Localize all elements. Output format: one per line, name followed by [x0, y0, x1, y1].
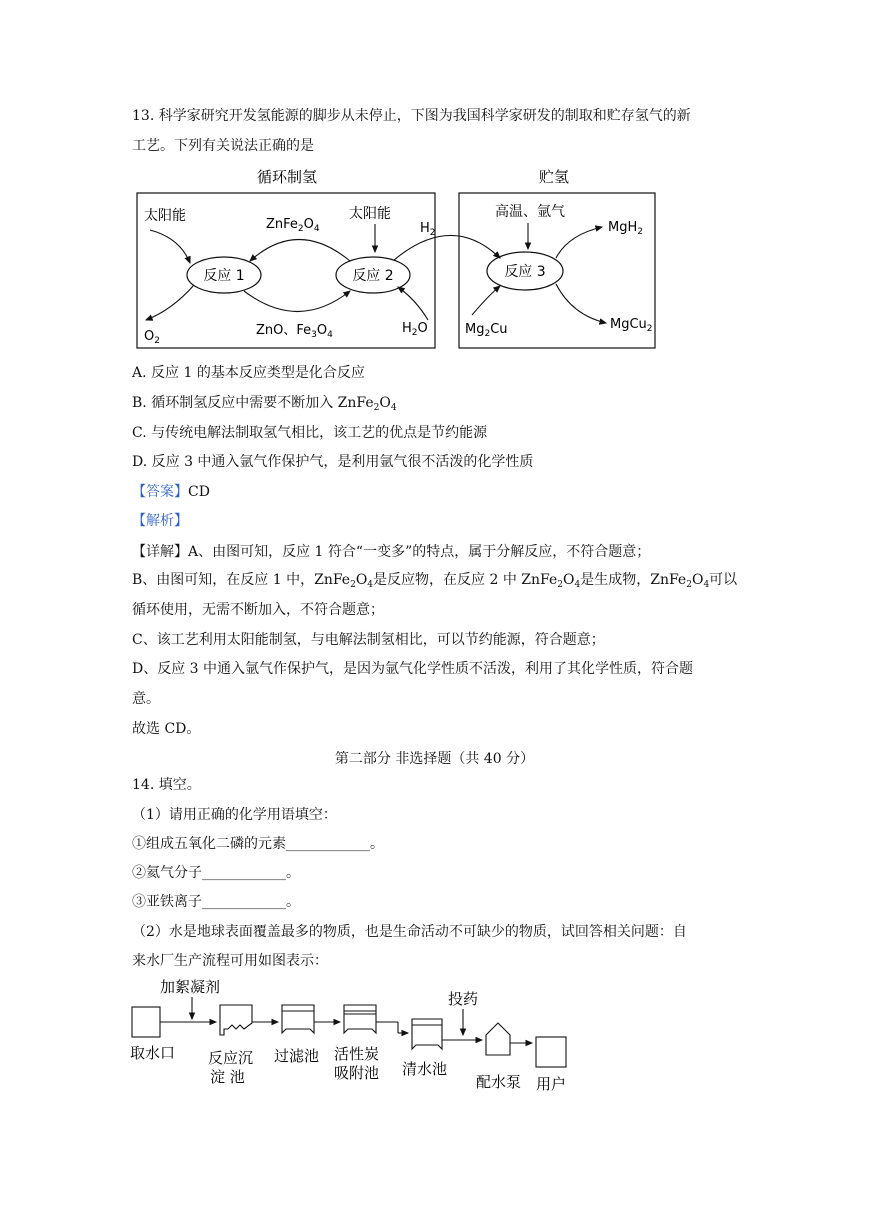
reaction3-label: 反应 3	[504, 264, 546, 280]
mgcu2-label: MgCu$_2$	[610, 317, 653, 334]
q13-stem-line2: 工艺。下列有关说法正确的是	[132, 138, 314, 154]
settling-label-1: 反应沉	[208, 1049, 254, 1067]
user-box	[536, 1037, 566, 1067]
hydrogen-process-diagram	[132, 160, 672, 360]
zno-fe3o4-label: ZnO、$Fe_3O_4$	[256, 323, 333, 340]
mg2cu-label: $Mg_2Cu$	[465, 322, 508, 339]
diagram-title-storage: 贮氢	[538, 168, 570, 186]
h2-label: $H_2$	[420, 221, 436, 238]
pump-icon	[486, 1023, 510, 1055]
answer-tag: 【答案】	[132, 484, 188, 500]
pump-label: 配水泵	[476, 1073, 522, 1091]
q14-sub1: （1）请用正确的化学用语填空：	[132, 807, 337, 823]
answer-line	[132, 483, 210, 501]
explanation-a: 【详解】A、由图可知，反应 1 符合“一变多”的特点，属于分解反应，不符合题意；	[132, 544, 651, 560]
analysis-tag: 【解析】	[132, 513, 188, 529]
water-treatment-flow-diagram	[128, 975, 578, 1095]
q14-item1: ①组成五氧化二磷的元素____________。	[132, 836, 384, 852]
dosing-label: 投药	[448, 990, 479, 1008]
option-a: A. 反应 1 的基本反应类型是化合反应	[132, 365, 365, 381]
diagram-title-cycle: 循环制氢	[256, 168, 318, 186]
reaction2-label: 反应 2	[352, 268, 394, 284]
carbon-label-2: 吸附池	[334, 1064, 380, 1082]
reaction1-label: 反应 1	[203, 268, 245, 284]
part2-heading: 第二部分 非选择题（共 40 分）	[334, 751, 535, 767]
q14-item3: ③亚铁离子____________。	[132, 894, 300, 910]
explanation-c: C、该工艺利用太阳能制氢，与电解法制氢相比，可以节约能源，符合题意；	[132, 632, 605, 648]
flocculant-label: 加絮凝剂	[160, 978, 221, 996]
conclusion: 故选 CD。	[132, 721, 201, 737]
filter-label: 过滤池	[274, 1047, 320, 1065]
q14-sub2-line2: 来水厂生产流程可用如图表示：	[132, 953, 328, 969]
conditions-label: 高温、氩气	[495, 204, 565, 220]
explanation-b-line1: B、由图可知，在反应 1 中，$ZnFe_2O_4$是反应物，在反应 2 中 $ZnFe_2O_4$是生成物，$ZnFe_2O_4$可以	[132, 572, 738, 590]
carbon-tank-icon	[344, 1005, 376, 1033]
h2o-label: $H_2O$	[402, 321, 428, 338]
solar-energy-label-2: 太阳能	[349, 206, 391, 222]
q13-stem-line1: 13. 科学家研究开发氢能源的脚步从未停止，下图为我国科学家研发的制取和贮存氢气的新	[132, 108, 691, 124]
znfe2o4-label: $ZnFe_2O_4$	[266, 217, 320, 234]
settling-tank-icon	[220, 1005, 252, 1035]
option-d: D. 反应 3 中通入氩气作保护气，是利用氩气很不活泼的化学性质	[132, 454, 534, 470]
explanation-d-line2: 意。	[132, 691, 160, 707]
clear-water-tank-icon	[412, 1019, 442, 1049]
explanation-d-line1: D、反应 3 中通入氩气作保护气，是因为氩气化学性质不活泼，利用了其化学性质，符合题	[132, 661, 694, 677]
answer-value: CD	[188, 484, 210, 500]
user-label: 用户	[536, 1075, 567, 1093]
q14-sub2-line1: （2）水是地球表面覆盖最多的物质，也是生命活动不可缺少的物质，试回答相关问题：自	[132, 924, 687, 940]
option-c: C. 与传统电解法制取氢气相比，该工艺的优点是节约能源	[132, 425, 488, 441]
option-b: B. 循环制氢反应中需要不断加入 $ZnFe_2O_4$	[132, 395, 397, 413]
intake-label: 取水口	[130, 1044, 176, 1062]
clear-water-label: 清水池	[402, 1060, 448, 1078]
settling-label-2: 淀 池	[210, 1068, 245, 1086]
solar-energy-label-1: 太阳能	[144, 208, 186, 224]
detail-tag: 【详解】	[132, 544, 188, 560]
mgh2-label: MgH$_2$	[608, 220, 643, 237]
q14-title: 14. 填空。	[132, 777, 201, 793]
o2-label: $O_2$	[144, 329, 160, 346]
carbon-label-1: 活性炭	[334, 1045, 380, 1063]
intake-box	[132, 1007, 160, 1037]
filter-tank-icon	[282, 1005, 314, 1033]
explanation-b-line2: 循环使用，无需不断加入，不符合题意；	[132, 602, 384, 618]
q14-item2: ②氦气分子____________。	[132, 865, 300, 881]
